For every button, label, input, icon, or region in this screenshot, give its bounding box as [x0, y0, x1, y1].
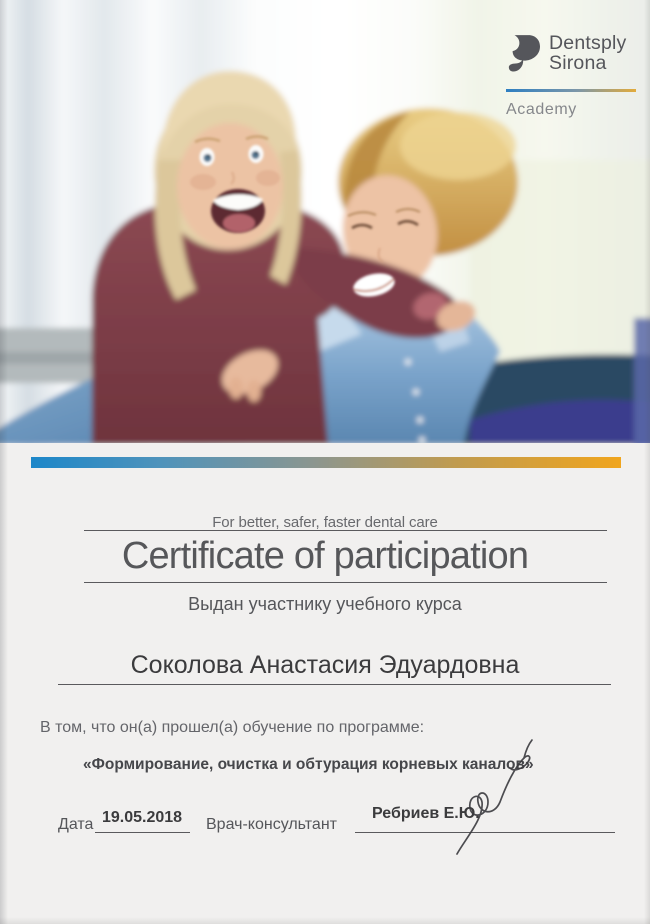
scan-edge-left	[0, 0, 8, 924]
handwritten-signature	[426, 738, 548, 862]
recipient-name: Соколова Анастасия Эдуардовна	[130, 651, 520, 679]
program-title: «Формирование, очистка и обтурация корневых каналов»	[83, 756, 534, 773]
date-value: 19.05.2018	[101, 809, 183, 826]
title-rule-top	[84, 530, 607, 531]
date-underline	[95, 832, 190, 833]
dentsply-sirona-icon	[506, 33, 540, 80]
academy-label: Academy	[506, 101, 577, 118]
brand-name-line1: Dentsply	[549, 32, 627, 54]
issued-line: Выдан участнику учебного курса	[188, 594, 462, 614]
recipient-underline	[58, 684, 611, 685]
title-rule-bottom	[84, 582, 607, 583]
scan-edge-right	[644, 0, 650, 924]
brand-name-line2: Sirona	[549, 52, 607, 74]
date-label: Дата	[58, 816, 94, 833]
dentsply-sirona-logo	[506, 33, 648, 119]
logo-gradient-rule	[506, 89, 636, 92]
certificate-title: Certificate of participation	[121, 535, 529, 577]
tagline: For better, safer, faster dental care	[212, 514, 438, 531]
consultant-name: Ребриев Е.Ю.	[372, 805, 480, 822]
scan-edge-bottom	[0, 917, 650, 924]
statement-line: В том, что он(а) прошел(а) обучение по программе:	[40, 719, 425, 736]
consultant-label: Врач-консультант	[206, 816, 337, 833]
brand-gradient-bar	[31, 457, 621, 468]
